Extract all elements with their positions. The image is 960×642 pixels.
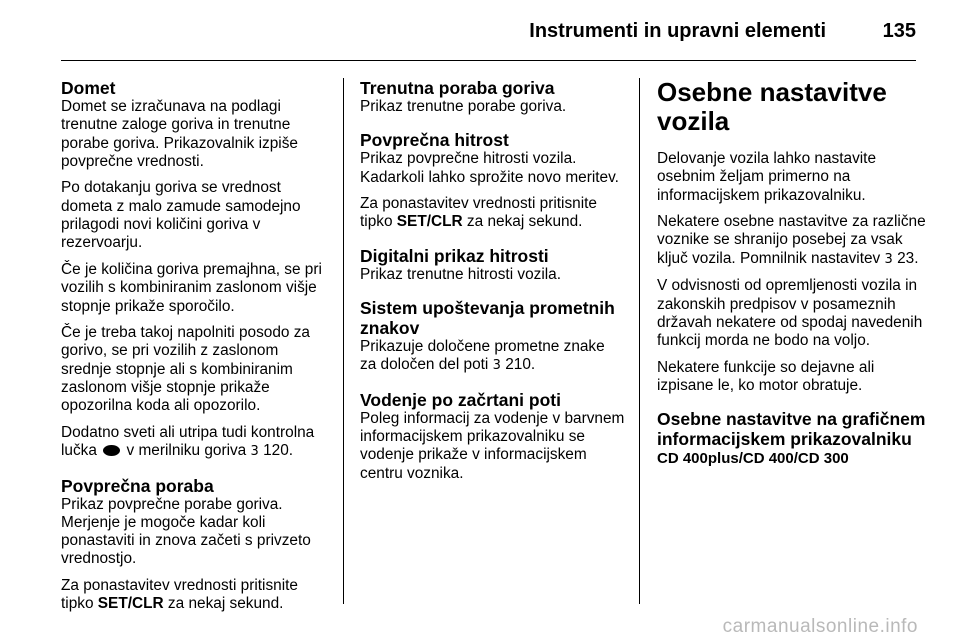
- paragraph: [61, 577, 331, 614]
- column-right: [657, 78, 927, 469]
- key-label: SET/CLR: [97, 595, 164, 613]
- section-heading: Osebne nastavitve na grafičnem informacijskem prikazovalniku: [657, 409, 926, 450]
- chapter-title: Osebne nastavitve vozila: [657, 77, 887, 136]
- section-povprecna-poraba: [61, 476, 331, 614]
- section-povprecna-hitrost: [360, 130, 625, 231]
- section-heading: Domet: [61, 78, 116, 98]
- page-number: 135: [882, 20, 916, 42]
- paragraph-text: Nekatere osebne nastavitve za različne voznike se shranijo posebej za vsak ključ vozila. Pomnilnik nastavitev: [657, 213, 926, 267]
- paragraph: Delovanje vozila lahko nastavite osebnim željam primerno na informacijskem prikazovalniku.: [657, 150, 877, 204]
- paragraph: Prikaz trenutne hitrosti vozila.: [360, 265, 562, 283]
- section-heading: Digitalni prikaz hitrosti: [360, 245, 549, 266]
- paragraph-text: Dodatno sveti ali utripa tudi kontrolna lučka: [61, 423, 315, 460]
- page-header: [0, 0, 960, 62]
- paragraph: Poleg informacij za vodenje v barvnem informacijskem prikazovalniku se vodenje prikaže v informacijskem centru voznika.: [360, 409, 625, 482]
- section-heading: Sistem upoštevanja prometnih znakov: [360, 298, 615, 339]
- page-reference: 23.: [897, 249, 919, 267]
- paragraph-text: Prikazuje določene prometne znake za določen del poti: [360, 338, 605, 374]
- page-reference: 120.: [263, 442, 294, 460]
- paragraph: [657, 213, 927, 269]
- paragraph-text: Za ponastavitev vrednosti pritisnite tipko: [61, 577, 298, 613]
- page-reference-arrow: 3: [250, 444, 259, 460]
- paragraph: Prikaz povprečne porabe goriva. Merjenje je mogoče kadar koli ponastaviti in znova začeti s privzeto vrednostjo.: [61, 495, 311, 568]
- section-vodenje: [360, 390, 625, 483]
- section-heading: Trenutna poraba goriva: [360, 78, 555, 98]
- paragraph-text: za nekaj sekund.: [167, 595, 284, 613]
- section-trenutna-poraba: [360, 78, 625, 116]
- page-reference-arrow: 3: [492, 358, 501, 374]
- paragraph: [61, 424, 331, 462]
- paragraph: Če je količina goriva premajhna, se pri vozilih s kombiniranim zaslonom višje stopnje prikaže sporočilo.: [61, 260, 322, 315]
- paragraph-text: v merilniku goriva: [126, 442, 247, 460]
- page-title: Instrumenti in upravni elementi: [529, 20, 826, 42]
- paragraph: Prikaz trenutne porabe goriva.: [360, 98, 567, 115]
- paragraph: Domet se izračunava na podlagi trenutne zaloge goriva in trenutne porabe goriva. Prikazovalnik izpiše povprečne vrednosti.: [61, 98, 298, 170]
- section-heading: Povprečna poraba: [61, 475, 214, 496]
- paragraph: Po dotakanju goriva se vrednost dometa z malo zamude samodejno prilagodi novi količini goriva v rezervoarju.: [61, 179, 301, 252]
- paragraph-text: Za ponastavitev vrednosti pritisnite tipko: [360, 195, 597, 231]
- key-label: SET/CLR: [396, 213, 463, 231]
- section-heading: Povprečna hitrost: [360, 130, 509, 151]
- section-digitalni-prikaz: [360, 246, 625, 284]
- column-divider: [343, 78, 344, 604]
- column-middle: [360, 78, 625, 491]
- fuel-warning-lamp-icon: [103, 445, 120, 456]
- paragraph: [360, 195, 625, 232]
- column-divider: [639, 78, 640, 604]
- section-heading: Vodenje po začrtani poti: [360, 389, 561, 410]
- page-reference-arrow: 3: [884, 251, 893, 267]
- paragraph: Če je treba takoj napolniti posodo za gorivo, se pri vozilih z zaslonom srednje stopnje ali s kombiniranim zaslonom višje stopnje prikaže opozorilna koda ali opozorilo.: [61, 324, 310, 415]
- watermark: carmanualsonline.info: [722, 616, 918, 637]
- paragraph: Prikaz povprečne hitrosti vozila. Kadarkoli lahko sprožite novo meritev.: [360, 150, 619, 186]
- section-prometni-znaki: [360, 298, 625, 376]
- paragraph-text: za nekaj sekund.: [466, 213, 583, 231]
- paragraph: [360, 338, 625, 376]
- header-rule: [61, 60, 916, 61]
- section-subheading: CD 400plus/CD 400/CD 300: [657, 450, 849, 468]
- page-reference: 210.: [505, 356, 536, 374]
- paragraph: Nekatere funkcije so dejavne ali izpisane le, ko motor obratuje.: [657, 358, 875, 395]
- section-graficni-prikazovalnik: [657, 409, 927, 468]
- paragraph: V odvisnosti od opremljenosti vozila in zakonskih predpisov v posameznih državah nekatere od spodaj navedenih funkcij morda ne bodo na voljo.: [657, 277, 923, 350]
- section-domet: [61, 78, 331, 462]
- column-left: [61, 78, 331, 622]
